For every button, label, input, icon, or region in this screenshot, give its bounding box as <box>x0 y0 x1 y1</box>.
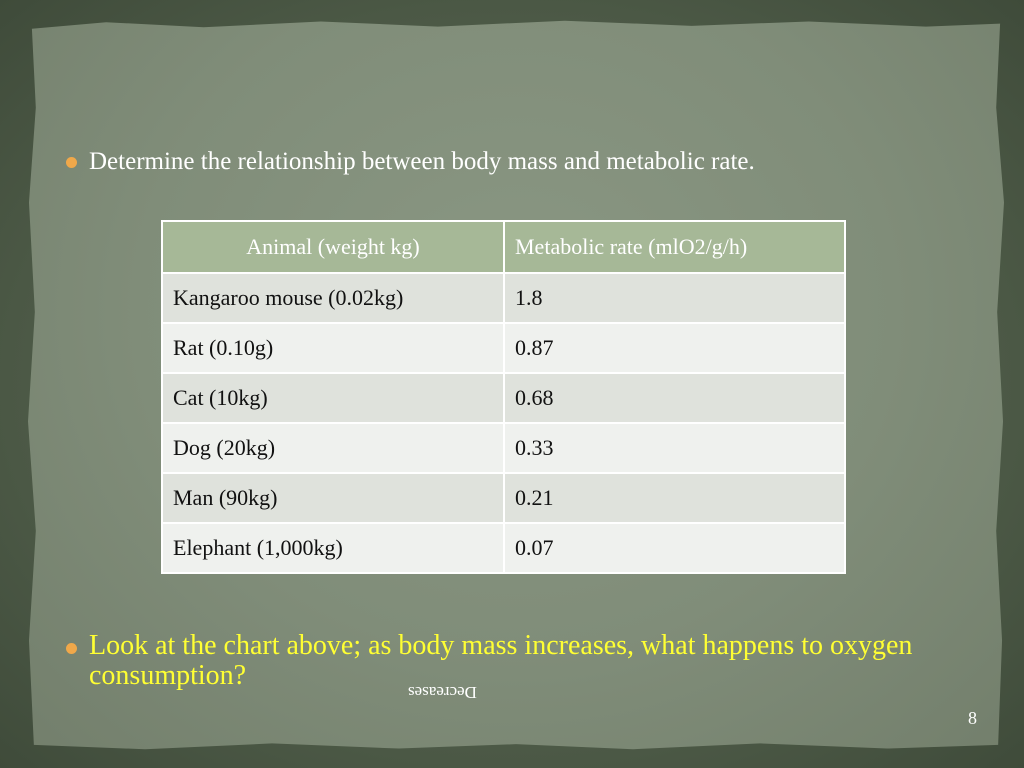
header-animal: Animal (weight kg) <box>162 221 504 273</box>
table-row <box>162 423 845 473</box>
bullet-text-instruction: Determine the relationship between body mass and metabolic rate. <box>89 148 755 175</box>
bullet-point-2 <box>66 631 966 691</box>
metabolic-rate-table <box>161 220 846 574</box>
table-row <box>162 523 845 573</box>
bullet-point-1 <box>66 146 966 178</box>
animal-cell: Man (90kg) <box>162 473 504 523</box>
table-row <box>162 373 845 423</box>
rate-cell: 0.87 <box>504 323 845 373</box>
rate-cell: 0.07 <box>504 523 845 573</box>
table-row <box>162 473 845 523</box>
header-metabolic-rate: Metabolic rate (mlO2/g/h) <box>504 221 845 273</box>
bullet-text-question: Look at the chart above; as body mass increases, what happens to oxygen consumption? <box>89 630 913 691</box>
rate-cell: 1.8 <box>504 273 845 323</box>
animal-cell: Dog (20kg) <box>162 423 504 473</box>
rate-cell: 0.21 <box>504 473 845 523</box>
bullet-dot-icon <box>66 643 77 654</box>
animal-cell: Kangaroo mouse (0.02kg) <box>162 273 504 323</box>
rate-cell: 0.68 <box>504 373 845 423</box>
bullet-dot-icon <box>66 157 77 168</box>
rate-cell: 0.33 <box>504 423 845 473</box>
upside-down-answer: Decreases <box>408 683 477 702</box>
table-row <box>162 273 845 323</box>
table-header-row <box>162 221 845 273</box>
table-row <box>162 323 845 373</box>
animal-cell: Cat (10kg) <box>162 373 504 423</box>
animal-cell: Rat (0.10g) <box>162 323 504 373</box>
animal-cell: Elephant (1,000kg) <box>162 523 504 573</box>
page-number: 8 <box>968 708 977 728</box>
